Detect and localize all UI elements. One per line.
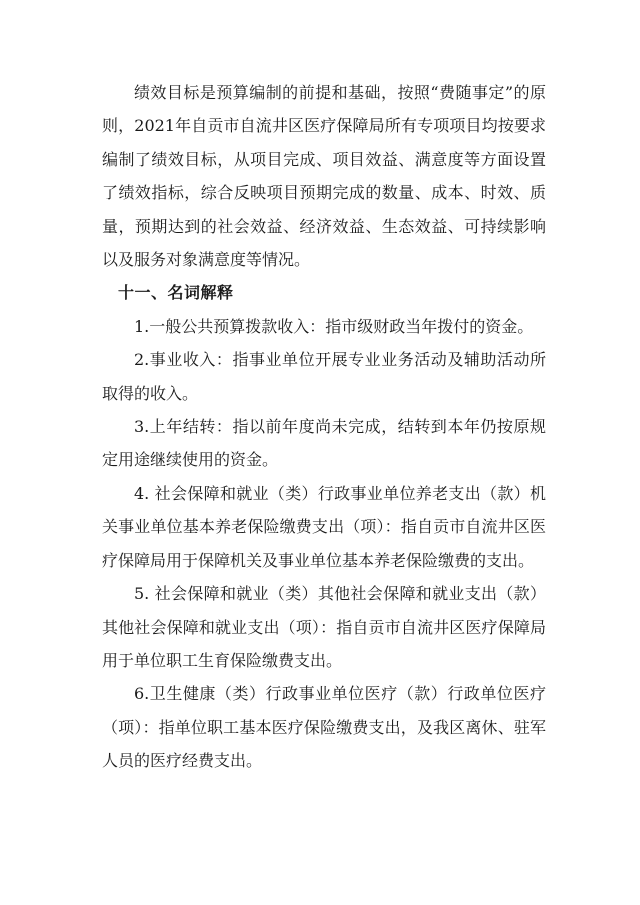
- section-heading: 十一、名词解释: [118, 283, 234, 303]
- definition-item-4: 4. 社会保障和就业（类）行政事业单位养老支出（款）机关事业单位基本养老保险缴费支出（项）：指自贡市自流井区医疗保障局用于保障机关及事业单位基本养老保险缴费的支出。: [102, 483, 546, 570]
- document-body: [102, 76, 546, 778]
- definition-item-2: 2.事业收入：指事业单位开展专业业务活动及辅助活动所取得的收入。: [102, 350, 546, 403]
- definition-item-6: 6.卫生健康（类）行政事业单位医疗（款）行政单位医疗（项）：指单位职工基本医疗保险缴费支出，及我区离休、驻军人员的医疗经费支出。: [102, 684, 546, 771]
- definition-item-3: 3.上年结转：指以前年度尚未完成，结转到本年仍按原规定用途继续使用的资金。: [102, 417, 546, 470]
- definition-item-5: 5. 社会保障和就业（类）其他社会保障和就业支出（款）其他社会保障和就业支出（项）：指自贡市自流井区医疗保障局用于单位职工生育保险缴费支出。: [102, 584, 546, 670]
- definition-item-1: 1.一般公共预算拨款收入：指市级财政当年拨付的资金。: [134, 316, 534, 336]
- intro-paragraph: 绩效目标是预算编制的前提和基础，按照“费随事定”的原则，2021年自贡市自流井区医疗保障局所有专项项目均按要求编制了绩效目标，从项目完成、项目效益、满意度等方面设置了绩效指标，综合反映项目预期完成的数量、成本、时效、质量，预期达到的社会效益、经济效益、生态效益、可持续影响以及服务对象满意度等情况。: [102, 83, 546, 270]
